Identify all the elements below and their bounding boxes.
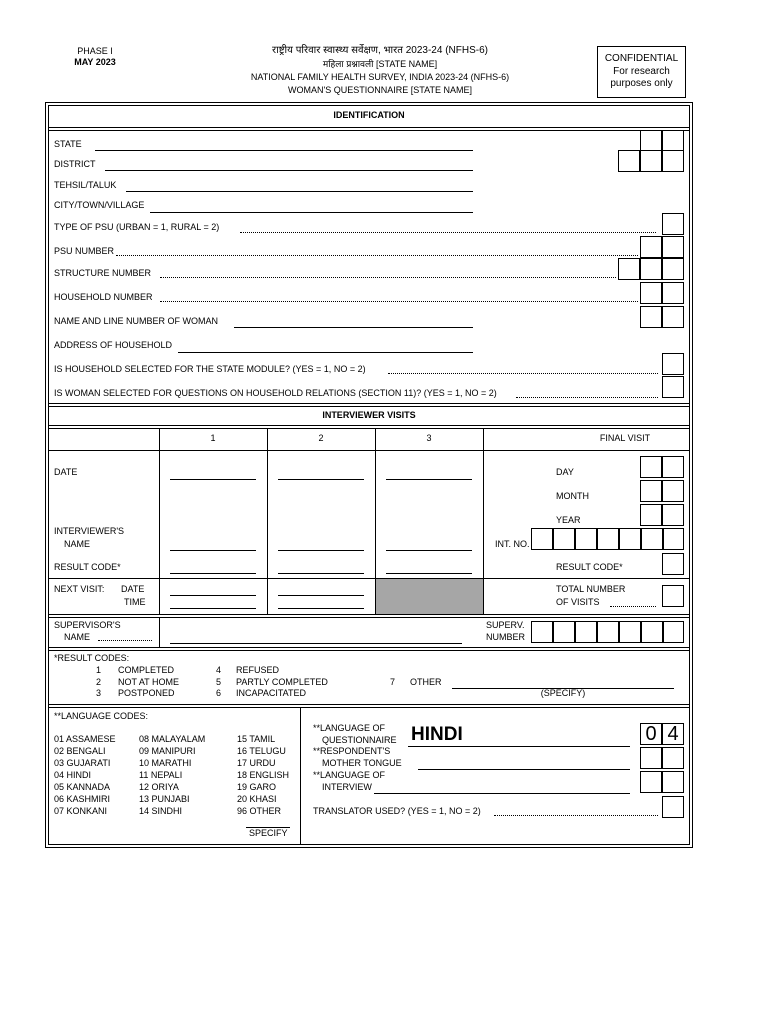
month-cell[interactable] [640,480,662,502]
result-codes-heading: *RESULT CODES: [54,653,130,663]
q-language-code-digit: 4 [667,723,679,745]
result-code-number: 4 [216,665,222,675]
city-field[interactable] [150,212,473,213]
phase-date: MAY 2023 [74,57,116,67]
confidential-note-2: purposes only [610,78,673,89]
superv-number-cell[interactable] [663,621,684,643]
district-code-cell[interactable] [618,150,640,172]
resp-language-code-cell[interactable] [640,747,662,769]
woman-name-field[interactable] [234,327,473,328]
visit2-result-field[interactable] [278,573,364,574]
result-code-number: 3 [96,688,102,698]
questionnaire-title: WOMAN'S QUESTIONNAIRE [STATE NAME] [288,85,472,95]
confidential-note-1: For research [613,66,670,77]
next-visit2-time-field[interactable] [278,608,364,609]
int-language-code-cell[interactable] [640,771,662,793]
city-label: CITY/TOWN/VILLAGE [54,200,145,210]
household-relations-cell[interactable] [662,376,684,398]
final-result-cell[interactable] [662,553,684,575]
int-language-label-1: **LANGUAGE OF [313,770,386,780]
other-specify-label: (SPECIFY) [540,688,586,698]
language-specify-label: SPECIFY [249,828,288,838]
superv-number-label-2: NUMBER [486,632,526,642]
result-code-label: PARTLY COMPLETED [236,677,328,687]
resp-language-code-cell[interactable] [662,747,684,769]
language-code: 15 TAMIL [237,734,276,744]
total-visits-cell[interactable] [662,585,684,607]
final-result-code-label: RESULT CODE* [556,562,623,572]
year-label: YEAR [556,515,581,525]
next-visit1-date-field[interactable] [170,595,256,596]
language-code: 19 GARO [237,782,277,792]
household-relations-label: IS WOMAN SELECTED FOR QUESTIONS ON HOUSEHOLD RELATIONS (SECTION 11)? (YES = 1, NO = 2) [54,388,497,398]
interviewer-name-label-2: NAME [64,539,91,549]
int-no-cell[interactable] [575,528,597,550]
int-language-code-cell[interactable] [662,771,684,793]
supervisor-label-2: NAME [64,632,91,642]
superv-number-cell[interactable] [575,621,597,643]
result-code-number: 5 [216,677,222,687]
structure-number-label: STRUCTURE NUMBER [54,268,152,278]
state-field[interactable] [95,150,473,151]
state-module-cell[interactable] [662,353,684,375]
int-no-cell[interactable] [531,528,553,550]
month-cell[interactable] [662,480,684,502]
address-field[interactable] [178,352,473,353]
woman-name-label: NAME AND LINE NUMBER OF WOMAN [54,316,219,326]
psu-number-cell[interactable] [662,236,684,258]
state-label: STATE [54,139,82,149]
superv-number-cell[interactable] [531,621,553,643]
language-code: 08 MALAYALAM [139,734,206,744]
address-label: ADDRESS OF HOUSEHOLD [54,340,173,350]
language-code: 96 OTHER [237,806,282,816]
result-code-label: COMPLETED [118,665,175,675]
household-number-cell[interactable] [662,282,684,304]
survey-title: NATIONAL FAMILY HEALTH SURVEY, INDIA 2023-24 (NFHS-6) [250,72,510,82]
structure-number-cell[interactable] [618,258,640,280]
int-no-label: INT. NO. [495,539,530,549]
language-codes-heading: **LANGUAGE CODES: [54,711,149,721]
q-language-label-1: **LANGUAGE OF [313,723,386,733]
language-code: 14 SINDHI [139,806,183,816]
result-code-label: NOT AT HOME [118,677,180,687]
result-code-number: 2 [96,677,102,687]
language-code: 10 MARATHI [139,758,192,768]
year-cell[interactable] [640,504,662,526]
state-module-label: IS HOUSEHOLD SELECTED FOR THE STATE MODULE? (YES = 1, NO = 2) [54,364,366,374]
result-code-label: REFUSED [236,665,280,675]
language-code: 09 MANIPURI [139,746,196,756]
superv-number-label-1: SUPERV. [486,620,525,630]
resp-language-label-2: MOTHER TONGUE [322,758,402,768]
visits-heading: INTERVIEWER VISITS [322,410,416,420]
district-code-cell[interactable] [662,150,684,172]
result-code-label: RESULT CODE* [54,562,121,572]
visit-col-1: 1 [210,433,216,443]
int-no-cell[interactable] [553,528,575,550]
household-number-cell[interactable] [640,282,662,304]
result-code-number: 6 [216,688,222,698]
woman-line-cell[interactable] [640,306,662,328]
state-code-cell[interactable] [640,130,662,152]
language-code: 16 TELUGU [237,746,286,756]
district-field[interactable] [105,170,473,171]
visit3-date-field[interactable] [386,479,472,480]
supervisor-label-1: SUPERVISOR'S [54,620,121,630]
visit1-date-field[interactable] [170,479,256,480]
tehsil-label: TEHSIL/TALUK [54,180,117,190]
confidential-label: CONFIDENTIAL [604,53,679,64]
district-code-cell[interactable] [640,150,662,172]
language-code: 11 NEPALI [139,770,183,780]
total-visits-label-2: OF VISITS [556,597,600,607]
language-code: 12 ORIYA [139,782,179,792]
day-cell[interactable] [662,456,684,478]
visit1-result-field[interactable] [170,573,256,574]
structure-number-cell[interactable] [662,258,684,280]
language-code: 20 KHASI [237,794,277,804]
supervisor-name-field[interactable] [170,643,462,644]
next-visit1-time-field[interactable] [170,608,256,609]
visit2-date-field[interactable] [278,479,364,480]
result-code-label: OTHER [410,677,442,687]
translator-cell[interactable] [662,796,684,818]
tehsil-field[interactable] [126,191,473,192]
translator-label: TRANSLATOR USED? (YES = 1, NO = 2) [313,806,481,816]
next-visit-date-label: DATE [121,584,145,594]
visit2-interviewer-field[interactable] [278,550,364,551]
day-cell[interactable] [640,456,662,478]
result-code-label: POSTPONED [118,688,175,698]
psu-number-cell[interactable] [640,236,662,258]
result-code-number: 7 [390,677,396,687]
identification-heading: IDENTIFICATION [333,110,405,120]
language-code: 07 KONKANI [54,806,108,816]
int-no-cell[interactable] [663,528,684,550]
int-no-cell[interactable] [641,528,663,550]
int-language-label-2: INTERVIEW [322,782,372,792]
psu-number-label: PSU NUMBER [54,246,115,256]
visit-col-2: 2 [318,433,324,443]
resp-language-label-1: **RESPONDENT'S [313,746,391,756]
next-visit-time-label: TIME [124,597,146,607]
household-number-label: HOUSEHOLD NUMBER [54,292,153,302]
result-code-label: INCAPACITATED [236,688,307,698]
next-visit2-date-field[interactable] [278,595,364,596]
next-visit-label: NEXT VISIT: [54,584,105,594]
int-no-cell[interactable] [619,528,641,550]
language-code: 06 KASHMIRI [54,794,111,804]
psu-type-cell[interactable] [662,213,684,235]
language-code: 18 ENGLISH [237,770,290,780]
interviewer-name-label-1: INTERVIEWER'S [54,526,125,536]
phase-label: PHASE I [77,46,113,56]
day-label: DAY [556,467,574,477]
woman-line-cell[interactable] [662,306,684,328]
superv-number-cell[interactable] [619,621,641,643]
superv-number-cell[interactable] [641,621,663,643]
result-code-number: 1 [96,665,102,675]
psu-type-label: TYPE OF PSU (URBAN = 1, RURAL = 2) [54,222,220,232]
structure-number-cell[interactable] [640,258,662,280]
superv-number-cell[interactable] [597,621,619,643]
language-code: 01 ASSAMESE [54,734,116,744]
month-label: MONTH [556,491,589,501]
total-visits-label-1: TOTAL NUMBER [556,584,626,594]
language-code: 17 URDU [237,758,276,768]
hindi-subtitle: महिला प्रश्नावली [STATE NAME] [322,59,438,69]
resp-language-field[interactable] [418,769,630,770]
q-language-label-2: QUESTIONNAIRE [322,735,397,745]
district-label: DISTRICT [54,159,96,169]
language-code: 13 PUNJABI [139,794,190,804]
language-code: 05 KANNADA [54,782,111,792]
visit1-interviewer-field[interactable] [170,550,256,551]
hindi-title: राष्ट्रीय परिवार स्वास्थ्य सर्वेक्षण, भारत 2023-24 (NFHS-6) [272,45,488,56]
state-code-cell[interactable] [662,130,684,152]
language-code: 02 BENGALI [54,746,106,756]
int-no-cell[interactable] [597,528,619,550]
q-language-value: HINDI [411,724,463,745]
visit3-result-field[interactable] [386,573,472,574]
shaded-cell [376,579,483,614]
language-code: 04 HINDI [54,770,92,780]
year-cell[interactable] [662,504,684,526]
int-language-field[interactable] [374,793,630,794]
visit-date-label: DATE [54,467,78,477]
superv-number-cell[interactable] [553,621,575,643]
q-language-code-digit: 0 [645,723,657,745]
visit-col-3: 3 [426,433,432,443]
language-code: 03 GUJARATI [54,758,111,768]
final-visit-label: FINAL VISIT [599,433,651,443]
visit3-interviewer-field[interactable] [386,550,472,551]
